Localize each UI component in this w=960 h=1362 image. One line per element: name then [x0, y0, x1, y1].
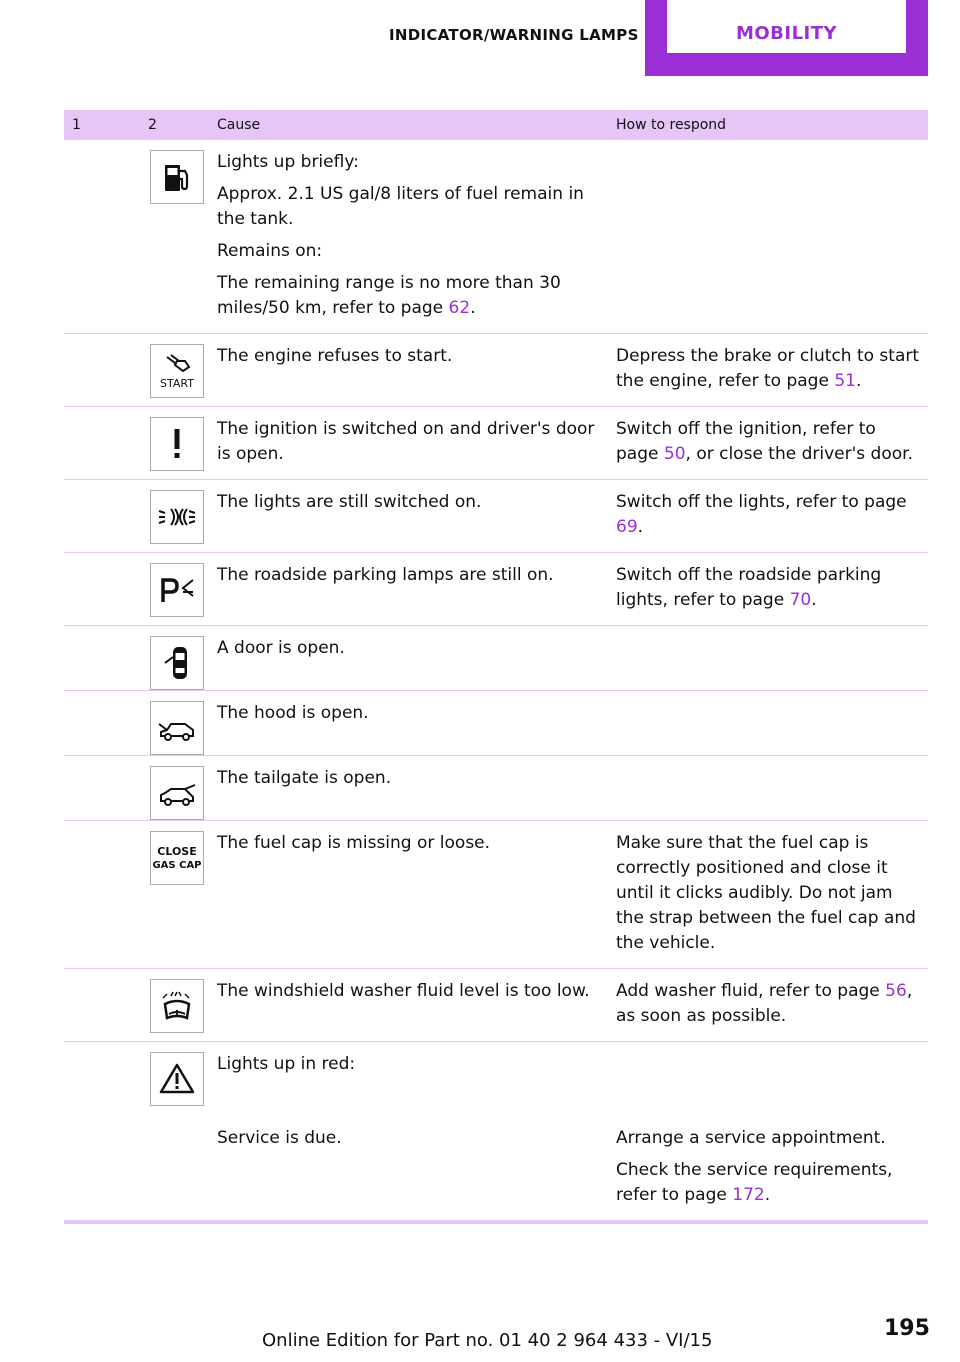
table-row: The lights are still switched on. Switch off the lights, refer to page 69.: [64, 480, 928, 553]
col-2: 2: [140, 110, 209, 140]
table-row: START The engine refuses to start. Depress the brake or clutch to start the engine, refer to page 51.: [64, 334, 928, 407]
door-open-icon: [150, 636, 204, 690]
table-row: The roadside parking lamps are still on. Switch off the roadside parking lights, refer to page 70.: [64, 553, 928, 626]
table-row: The windshield washer fluid level is too low. Add washer fluid, refer to page 56, as soon as possible.: [64, 969, 928, 1042]
table-row: The hood is open.: [64, 691, 928, 756]
exclamation-icon: [150, 417, 204, 471]
section-title: INDICATOR/WARNING LAMPS: [389, 26, 639, 44]
page-link[interactable]: 51: [834, 371, 856, 391]
indicator-table: [64, 110, 928, 1224]
chapter-title: MOBILITY: [667, 0, 906, 53]
table-row: The tailgate is open.: [64, 756, 928, 821]
washer-fluid-icon: [150, 979, 204, 1033]
col-respond: How to respond: [608, 110, 928, 140]
svg-text:CLOSE: CLOSE: [157, 845, 197, 858]
lights-on-icon: [150, 490, 204, 544]
start-foot-icon: [150, 344, 204, 398]
page-link[interactable]: 56: [885, 981, 907, 1001]
footer-text: Online Edition for Part no. 01 40 2 964 433 - VI/15: [262, 1330, 713, 1351]
table-row: CLOSE GAS CAP The fuel cap is missing or loose. Make sure that the fuel cap is correctly positioned and close it until it clicks audibly. Do not jam the strap between the fuel cap and the vehicle.: [64, 821, 928, 969]
page-link[interactable]: 70: [789, 590, 812, 610]
col-1: 1: [64, 110, 140, 140]
svg-text:START: START: [160, 377, 194, 390]
col-cause: Cause: [209, 110, 608, 140]
hood-open-icon: [150, 701, 204, 755]
page-number: 195: [884, 1316, 930, 1341]
table-row: Service is due. Arrange a service appointment. Check the service requirements, refer to page 172.: [64, 1116, 928, 1222]
page-link[interactable]: 50: [663, 444, 686, 464]
close-gas-cap-icon: [150, 831, 204, 885]
table-row: The ignition is switched on and driver's door is open. Switch off the ignition, refer to page 50, or close the driver's door.: [64, 407, 928, 480]
table-row: Lights up in red:: [64, 1042, 928, 1117]
page-link[interactable]: 69: [616, 517, 638, 537]
warning-triangle-icon: [150, 1052, 204, 1106]
fuel-pump-icon: [150, 150, 204, 204]
chapter-tab: [645, 0, 928, 76]
table-header: [64, 110, 928, 140]
table-row: Lights up briefly: Approx. 2.1 US gal/8 liters of fuel remain in the tank. Remains on: The remaining range is no more than 30 miles/50 km, refer to page 62.: [64, 140, 928, 334]
tailgate-open-icon: [150, 766, 204, 820]
page-link[interactable]: 172: [732, 1185, 765, 1205]
parking-lamps-icon: [150, 563, 204, 617]
table-row: A door is open.: [64, 626, 928, 691]
svg-text:GAS CAP: GAS CAP: [152, 860, 202, 871]
page-link[interactable]: 62: [448, 298, 471, 318]
